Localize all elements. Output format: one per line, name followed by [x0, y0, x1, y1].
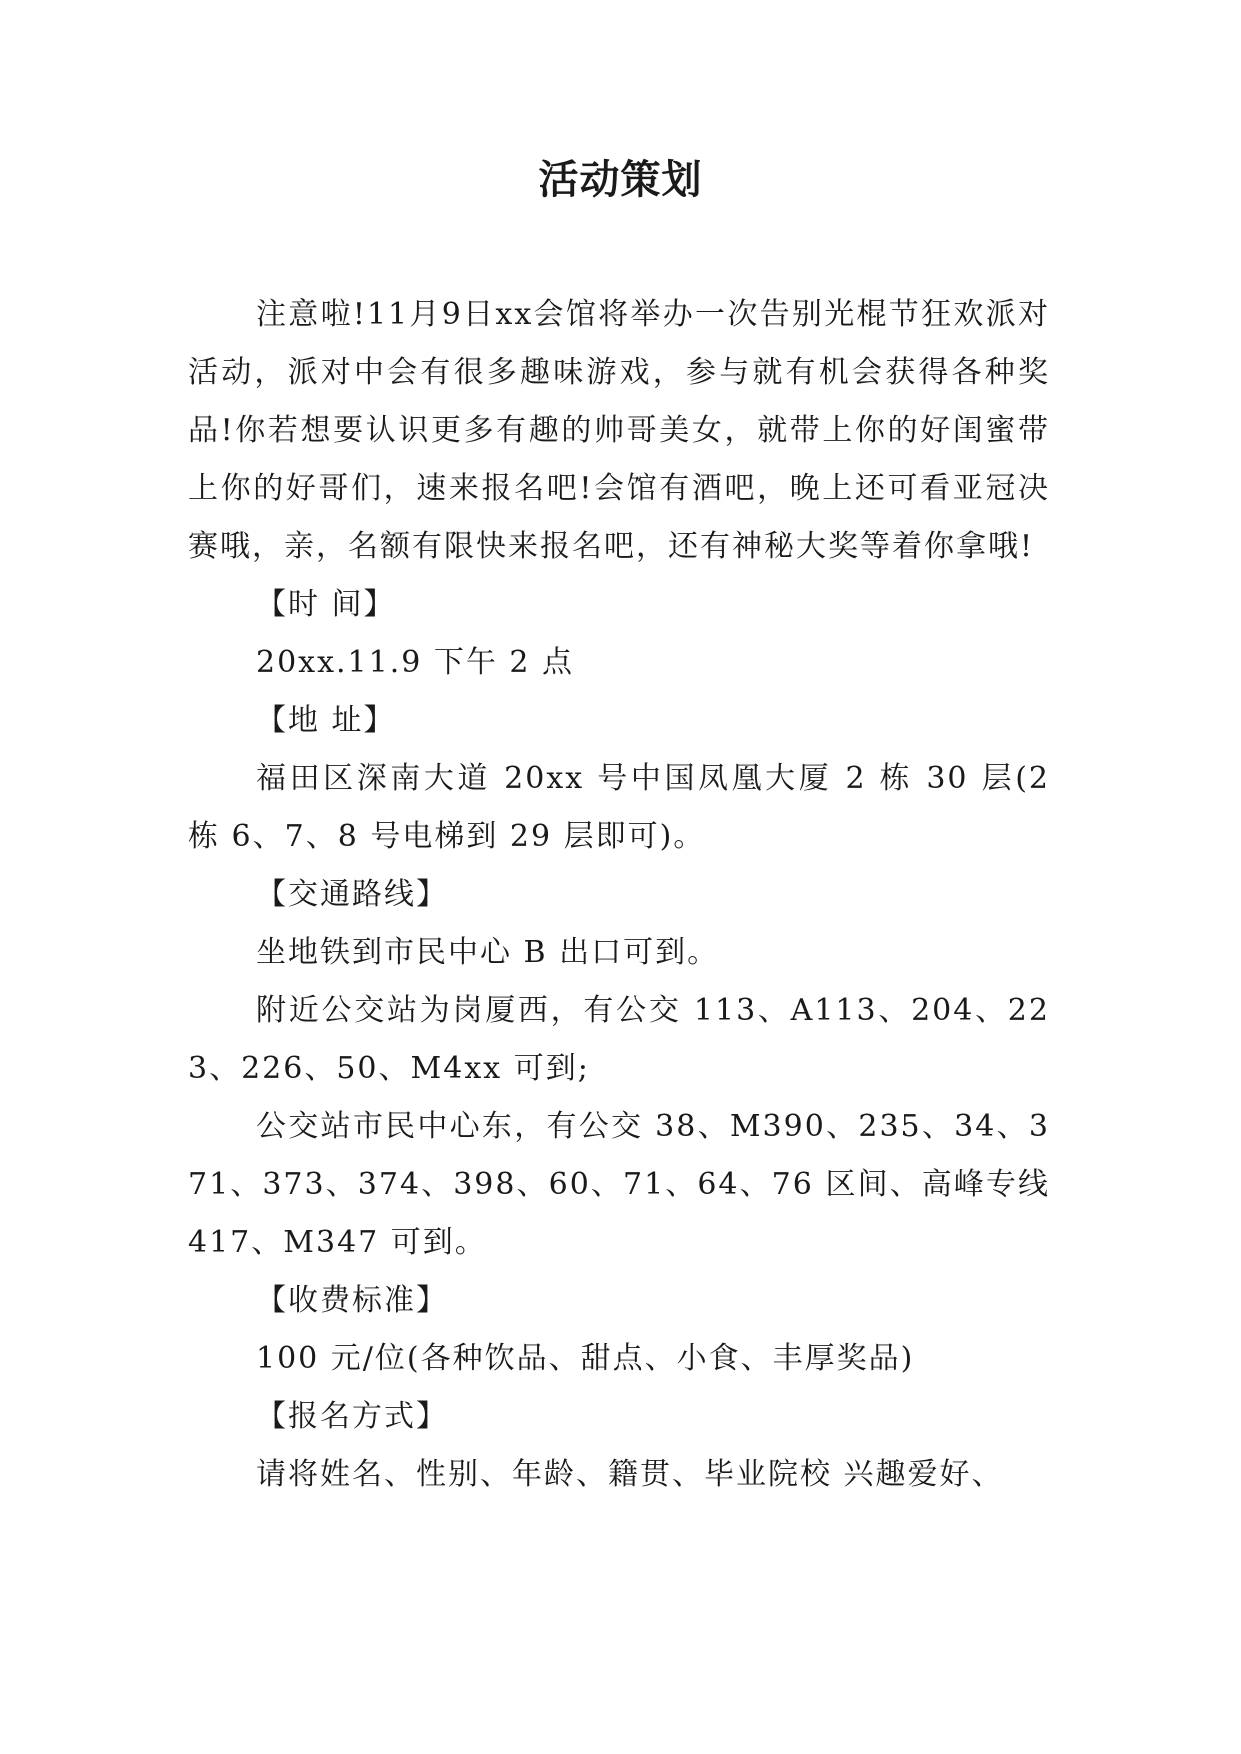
time-value: 20xx.11.9 下午 2 点	[256, 645, 575, 680]
document-title: 活动策划	[538, 157, 703, 203]
transport-metro: 坐地铁到市民中心 B 出口可到。	[256, 935, 720, 970]
transport-bus-2: 公交站市民中心东，有公交 38、M390、235、34、371、373、374、398、60、71、64、76 区间、高峰专线 417、M347 可到。	[188, 1109, 1050, 1260]
transport-bus-1: 附近公交站为岗厦西，有公交 113、A113、204、223、226、50、M4xx 可到;	[188, 993, 1050, 1086]
intro-paragraph: 注意啦!11月9日xx会馆将举办一次告别光棍节狂欢派对活动，派对中会有很多趣味游戏，参与就有机会获得各种奖品!你若想要认识更多有趣的帅哥美女，就带上你的好闺蜜带上你的好哥们，速来报名吧!会馆有酒吧，晚上还可看亚冠决赛哦，亲，名额有限快来报名吧，还有神秘大奖等着你拿哦!	[188, 297, 1050, 564]
time-heading: 【时 间】	[256, 587, 396, 622]
address-value: 福田区深南大道 20xx 号中国凤凰大厦 2 栋 30 层(2 栋 6、7、8 号电梯到 29 层即可)。	[188, 761, 1050, 854]
signup-value: 请将姓名、性别、年龄、籍贯、毕业院校 兴趣爱好、	[256, 1457, 1004, 1492]
fee-heading: 【收费标准】	[256, 1283, 448, 1318]
transport-heading: 【交通路线】	[256, 877, 448, 912]
document-body	[188, 286, 1050, 1504]
fee-value: 100 元/位(各种饮品、甜点、小食、丰厚奖品)	[256, 1341, 915, 1376]
signup-heading: 【报名方式】	[256, 1399, 448, 1434]
address-heading: 【地 址】	[256, 703, 396, 738]
